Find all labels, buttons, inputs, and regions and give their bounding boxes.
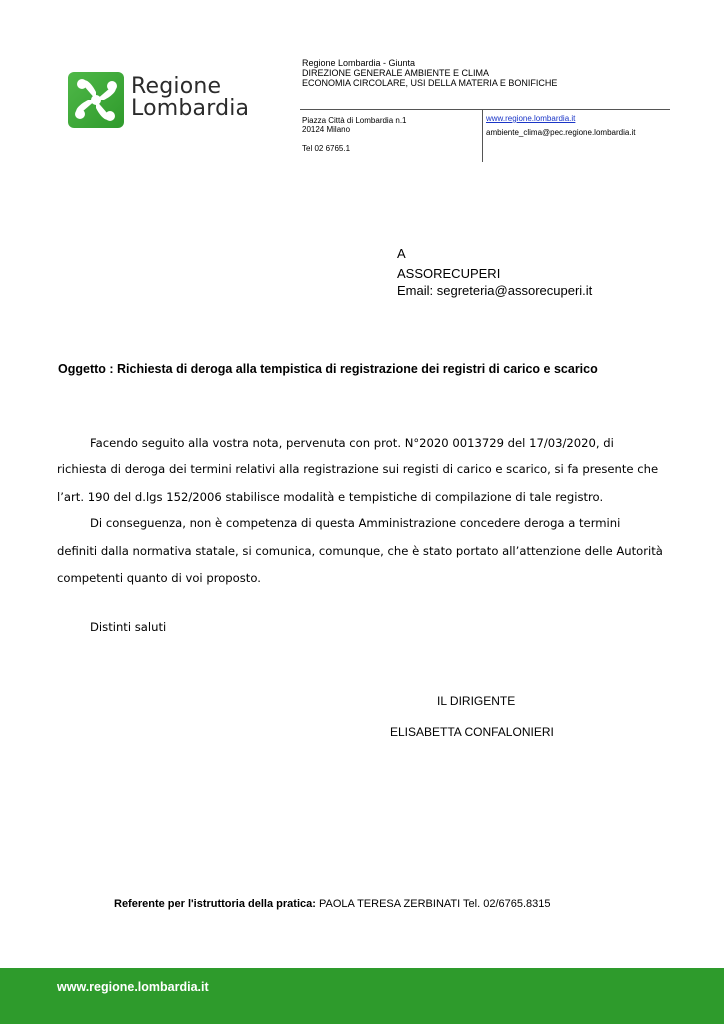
header-address-line2: 20124 Milano xyxy=(302,125,351,134)
header-divider xyxy=(300,109,670,110)
header-phone: Tel 02 6765.1 xyxy=(302,144,351,153)
closing-salutation: Distinti saluti xyxy=(90,620,167,634)
recipient-name: ASSORECUPERI xyxy=(397,266,501,281)
footer-website-link[interactable]: www.regione.lombardia.it xyxy=(57,980,209,994)
body-paragraph2-line1: Di conseguenza, non è competenza di questa Amministrazione concedere deroga a termini xyxy=(90,516,621,530)
header-org-line1: Regione Lombardia - Giunta xyxy=(302,58,416,68)
logo-emblem-icon xyxy=(68,72,124,128)
body-paragraph1-line2: richiesta di deroga dei termini relativi alla registrazione sui registi di carico e scarico, si fa presente che xyxy=(57,462,659,476)
body-paragraph2-line3: competenti quanto di voi proposto. xyxy=(57,571,261,585)
referente-value: PAOLA TERESA ZERBINATI Tel. 02/6765.8315 xyxy=(318,898,551,910)
body-paragraph2-line2: definiti dalla normativa statale, si comunica, comunque, che è stato portato all’attenzione delle Autorità xyxy=(57,544,663,558)
header-column-divider xyxy=(482,110,483,162)
letter-subject: Oggetto : Richiesta di deroga alla tempistica di registrazione dei registri di carico e scarico xyxy=(58,362,598,376)
footer-bar xyxy=(0,968,724,1024)
header-org-line3: ECONOMIA CIRCOLARE, USI DELLA MATERIA E BONIFICHE xyxy=(302,78,558,88)
referente-line xyxy=(114,898,551,910)
referente-label: Referente per l'istruttoria della pratica: xyxy=(114,898,316,910)
signature-role: IL DIRIGENTE xyxy=(437,694,516,708)
body-paragraph1-line1: Facendo seguito alla vostra nota, pervenuta con prot. N°2020 0013729 del 17/03/2020, di xyxy=(90,436,614,450)
header-org-line2: DIREZIONE GENERALE AMBIENTE E CLIMA xyxy=(302,68,490,78)
header-website-link[interactable]: www.regione.lombardia.it xyxy=(486,114,576,123)
logo-wordmark: Regione Lombardia xyxy=(131,74,250,121)
signature-name: ELISABETTA CONFALONIERI xyxy=(390,725,554,739)
regione-lombardia-logo xyxy=(68,70,258,128)
body-paragraph1-line3: l’art. 190 del d.lgs 152/2006 stabilisce modalità e tempistiche di compilazione di tale registro. xyxy=(57,490,604,504)
header-address-line1: Piazza Città di Lombardia n.1 xyxy=(302,116,407,125)
recipient-email: Email: segreteria@assorecuperi.it xyxy=(397,283,593,298)
header-pec-email: ambiente_clima@pec.regione.lombardia.it xyxy=(486,128,636,137)
recipient-prefix: A xyxy=(397,246,406,261)
